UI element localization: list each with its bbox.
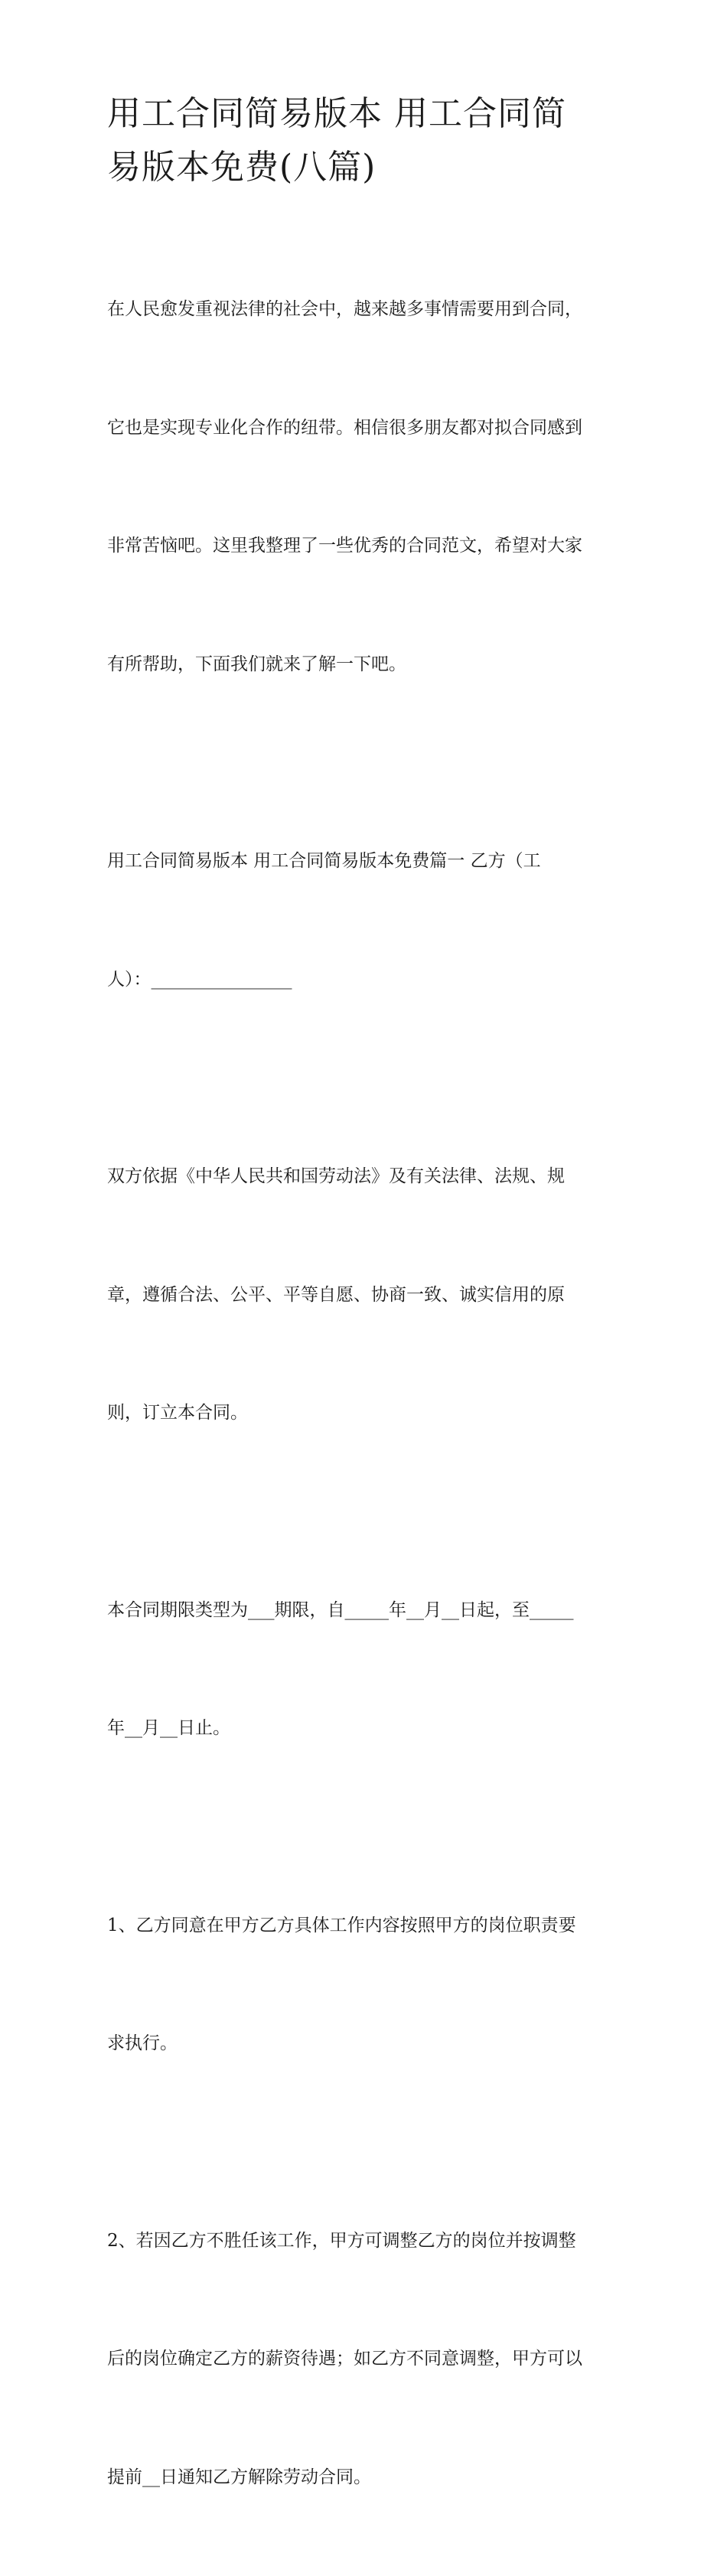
text-line: 则，订立本合同。 xyxy=(107,1394,628,1433)
title-line: 用工合同简易版本 用工合同简 xyxy=(107,87,635,141)
text-line: 章，遵循合法、公平、平等自愿、协商一致、诚实信用的原 xyxy=(107,1276,628,1316)
document-title xyxy=(107,87,635,194)
text-line: 求执行。 xyxy=(107,2024,628,2064)
text-line: 在人民愈发重视法律的社会中，越来越多事情需要用到合同， xyxy=(107,290,628,330)
text-line: 有所帮助，下面我们就来了解一下吧。 xyxy=(107,645,628,685)
title-line: 易版本免费(八篇) xyxy=(107,141,635,194)
document-page xyxy=(0,0,727,941)
text-line: 双方依据《中华人民共和国劳动法》及有关法律、法规、规 xyxy=(107,1157,628,1197)
text-line: 1、乙方同意在甲方乙方具体工作内容按照甲方的岗位职责要 xyxy=(107,1906,628,1946)
text-line: 非常苦恼吧。这里我整理了一些优秀的合同范文，希望对大家 xyxy=(107,527,628,566)
text-line: 用工合同简易版本 用工合同简易版本免费篇一 乙方（工 xyxy=(107,842,628,882)
document-body xyxy=(107,211,628,2576)
clause-1-paragraph xyxy=(107,1828,628,2143)
term-paragraph xyxy=(107,1512,628,1828)
text-line: 年__月__日止。 xyxy=(107,1709,628,1749)
text-line: 人）：________________ xyxy=(107,960,628,1000)
text-line: 后的岗位确定乙方的薪资待遇；如乙方不同意调整，甲方可以 xyxy=(107,2340,628,2379)
text-line: 本合同期限类型为___期限，自_____年__月__日起，至_____ xyxy=(107,1591,628,1631)
text-line: 提前__日通知乙方解除劳动合同。 xyxy=(107,2458,628,2498)
intro-paragraph xyxy=(107,211,628,763)
text-line: 2、若因乙方不胜任该工作，甲方可调整乙方的岗位并按调整 xyxy=(107,2222,628,2261)
section-heading-paragraph xyxy=(107,763,628,1078)
text-line: 它也是实现专业化合作的纽带。相信很多朋友都对拟合同感到 xyxy=(107,409,628,448)
clause-2-paragraph xyxy=(107,2143,628,2576)
basis-paragraph xyxy=(107,1078,628,1512)
